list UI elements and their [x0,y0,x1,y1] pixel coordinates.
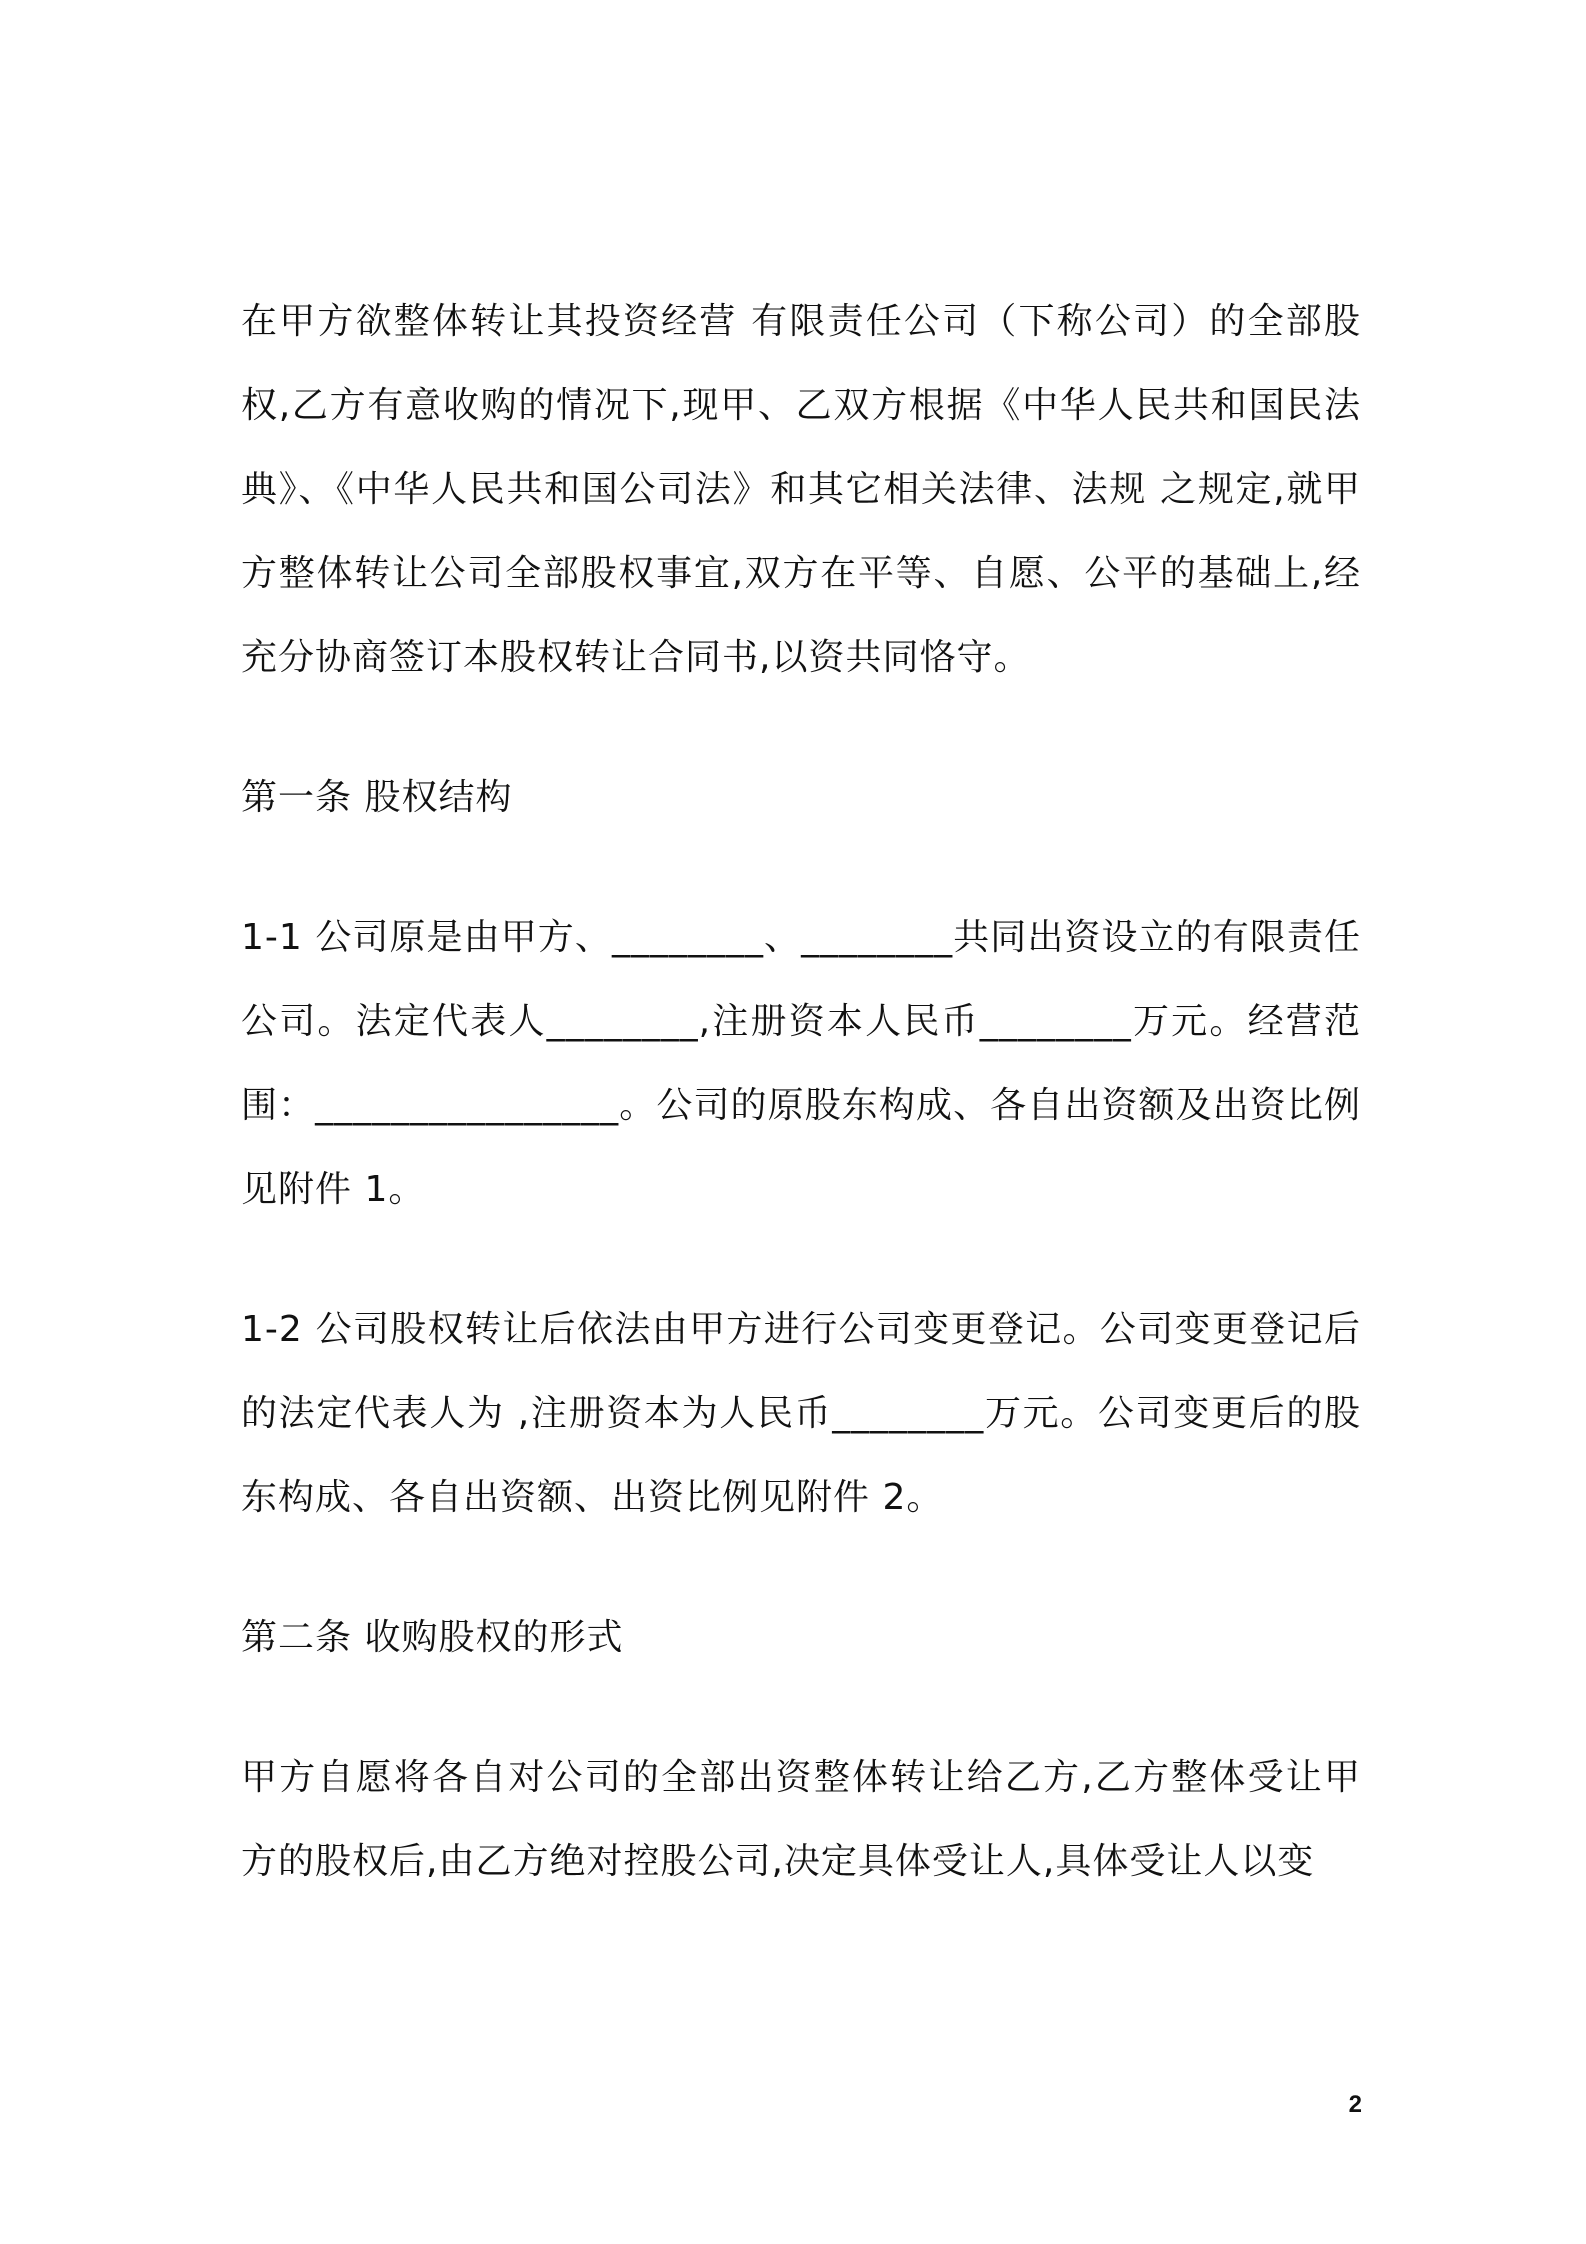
paragraph-spacer [241,700,1361,756]
article-2-paragraph: 甲方自愿将各自对公司的全部出资整体转让给乙方,乙方整体受让甲方的股权后,由乙方绝对控股公司,决定具体受让人,具体受让人以变 [241,1757,1361,1882]
clause-1-1-paragraph: 1-1 公司原是由甲方、________、________共同出资设立的有限责任公司。法定代表人________,注册资本人民币________万元。经营范围：________________。公司的原股东构成、各自出资额及出资比例见附件 1。 [241,917,1361,1210]
paragraph-spacer [241,1540,1361,1596]
article-2-heading: 第二条 收购股权的形式 [241,1617,624,1658]
page-number: 2 [1348,2091,1362,2118]
paragraph-spacer [241,840,1361,896]
document-body [241,280,1361,1904]
intro-paragraph: 在甲方欲整体转让其投资经营 有限责任公司（下称公司）的全部股权,乙方有意收购的情况下,现甲、乙双方根据《中华人民共和国民法典》、《中华人民共和国公司法》和其它相关法律、法规 之规定,就甲方整体转让公司全部股权事宜,双方在平等、自愿、公平的基础上,经充分协商签订本股权转让合同书,以资共同恪守。 [241,301,1361,678]
paragraph-spacer [241,1680,1361,1736]
clause-1-2-paragraph: 1-2 公司股权转让后依法由甲方进行公司变更登记。公司变更登记后的法定代表人为 ,注册资本为人民币________万元。公司变更后的股东构成、各自出资额、出资比例见附件 2。 [241,1309,1361,1518]
article-1-heading: 第一条 股权结构 [241,777,513,818]
paragraph-spacer [241,1232,1361,1288]
